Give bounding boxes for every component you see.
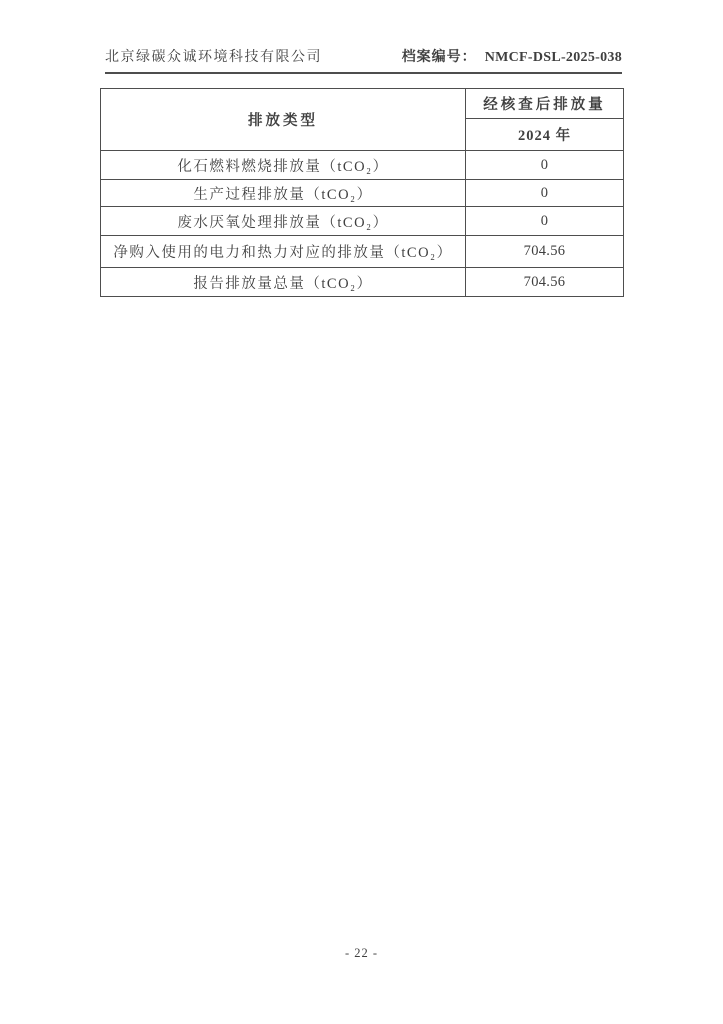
row-label: 化石燃料燃烧排放量（tCO₂）	[101, 151, 466, 180]
table-row-purchased-electricity-heat	[101, 236, 624, 268]
row-value: 704.56	[466, 268, 624, 297]
table-header-row-top	[101, 89, 624, 119]
page-footer	[0, 946, 723, 961]
row-label: 净购入使用的电力和热力对应的排放量（tCO₂）	[101, 236, 466, 268]
table-row-production-process	[101, 180, 624, 207]
table-row-reported-total	[101, 268, 624, 297]
table-row-wastewater-anaerobic	[101, 207, 624, 236]
file-number	[402, 50, 622, 66]
document-header	[105, 50, 622, 74]
row-value: 0	[466, 180, 624, 207]
row-label: 生产过程排放量（tCO₂）	[101, 180, 466, 207]
col-header-verified-emissions: 经核查后排放量	[466, 89, 624, 119]
row-value: 0	[466, 207, 624, 236]
file-number-value: NMCF-DSL-2025-038	[484, 50, 622, 65]
file-number-label: 档案编号：	[401, 50, 477, 65]
col-header-emission-type: 排放类型	[101, 89, 466, 151]
emissions-table	[100, 88, 624, 297]
col-header-year: 2024 年	[466, 119, 624, 151]
table-row-fossil-fuel	[101, 151, 624, 180]
row-label: 报告排放量总量（tCO₂）	[101, 268, 466, 297]
row-label: 废水厌氧处理排放量（tCO₂）	[101, 207, 466, 236]
row-value: 704.56	[466, 236, 624, 268]
page-number: - 22 -	[344, 946, 379, 960]
row-value: 0	[466, 151, 624, 180]
company-name: 北京绿碳众诚环境科技有限公司	[105, 50, 322, 65]
